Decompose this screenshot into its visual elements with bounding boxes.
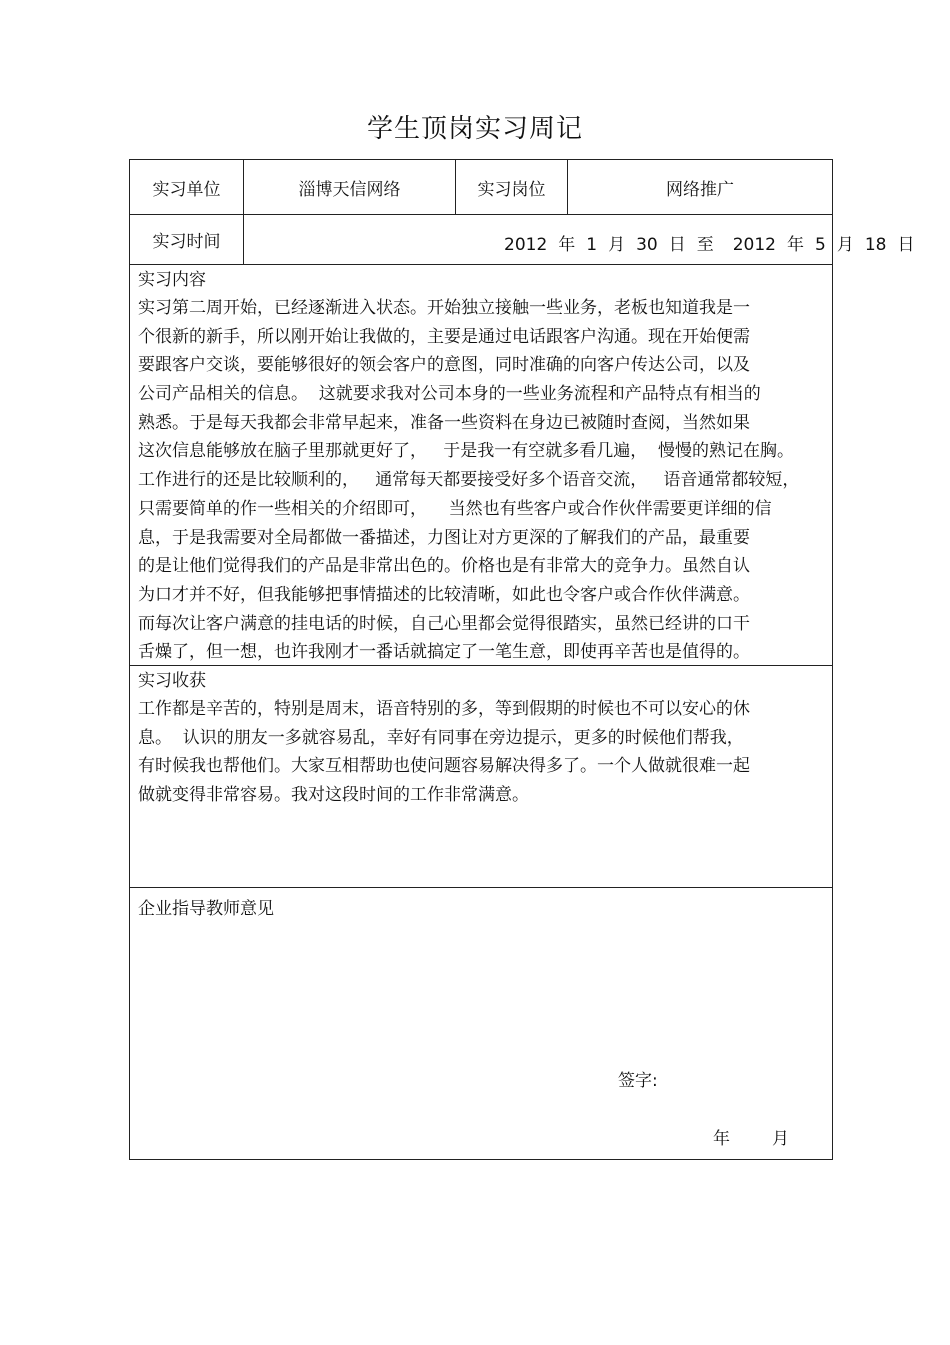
signature-month-label: 月 — [772, 1129, 789, 1149]
end-year-char: 年 — [787, 235, 804, 255]
date-range — [504, 230, 914, 255]
content-line: 息，于是我需要对全局都做一番描述，力图让对方更深的了解我们的产品，最重要 — [138, 527, 750, 548]
opinion-section-title: 企业指导教师意见 — [138, 899, 274, 919]
header-row-time — [130, 215, 915, 265]
position-label: 实习岗位 — [456, 160, 568, 214]
signature-year-label: 年 — [713, 1129, 730, 1149]
unit-label: 实习单位 — [130, 160, 244, 214]
content-line: 实习第二周开始，已经逐渐进入状态。开始独立接触一些业务，老板也知道我是一 — [138, 298, 750, 318]
content-line: 工作进行的还是比较顺利的， 通常每天都要接受好多个语音交流， 语音通常都较短， — [138, 470, 800, 491]
content-line: 要跟客户交谈，要能够很好的领会客户的意图，同时准确的向客户传达公司，以及 — [138, 355, 750, 376]
page-title: 学生顶岗实习周记 — [366, 114, 583, 144]
start-day-char: 日 — [668, 235, 686, 255]
content-line: 舌燥了，但一想，也许我刚才一番话就搞定了一笔生意，即使再辛苦也是值得的。 — [138, 642, 750, 663]
end-month-char: 月 — [836, 235, 854, 255]
gain-section-title: 实习收获 — [138, 671, 206, 691]
content-line: 的是让他们觉得我们的产品是非常出色的。价格也是有非常大的竞争力。虽然自认 — [138, 556, 750, 577]
signature-label: 签字: — [618, 1071, 658, 1091]
content-line: 个很新的新手，所以刚开始让我做的，主要是通过电话跟客户沟通。现在开始便需 — [138, 326, 750, 347]
weekly-report-form — [129, 159, 915, 1160]
end-year: 2012 — [732, 235, 776, 255]
end-month: 5 — [815, 235, 826, 255]
start-month-char: 月 — [608, 235, 626, 255]
content-line: 这次信息能够放在脑子里那就更好了， 于是我一有空就多看几遍， 慢慢的熟记在胸。 — [138, 441, 795, 462]
start-day: 30 — [636, 235, 658, 255]
content-line: 只需要简单的作一些相关的介绍即可， 当然也有些客户或合作伙伴需要更详细的信 — [138, 498, 772, 519]
end-day-char: 日 — [897, 235, 915, 255]
end-day: 18 — [864, 235, 887, 255]
start-year-char: 年 — [558, 235, 576, 255]
to-label: 至 — [696, 235, 714, 255]
header-row-unit-position — [130, 160, 832, 215]
start-month: 1 — [586, 235, 598, 255]
gain-line: 做就变得非常容易。我对这段时间的工作非常满意。 — [138, 785, 529, 806]
signature-date — [713, 1124, 789, 1149]
content-line: 而每次让客户满意的挂电话的时候，自己心里都会觉得很踏实，虽然已经讲的口干 — [138, 613, 750, 634]
position-value: 网络推广 — [666, 179, 734, 200]
internship-content-section — [130, 265, 832, 666]
content-section-body — [138, 294, 828, 667]
gain-line: 息。 认识的朋友一多就容易乱，幸好有同事在旁边提示，更多的时候他们帮我， — [138, 727, 744, 748]
time-label: 实习时间 — [130, 215, 244, 264]
content-section-title: 实习内容 — [138, 270, 206, 290]
gain-line: 工作都是辛苦的，特别是周末，语音特别的多，等到假期的时候也不可以安心的休 — [138, 699, 750, 719]
start-year: 2012 — [504, 235, 548, 255]
time-value — [244, 215, 915, 264]
supervisor-opinion-section — [130, 888, 832, 1160]
internship-gain-section — [130, 666, 832, 888]
content-line: 熟悉。于是每天我都会非常早起来，准备一些资料在身边已被随时查阅，当然如果 — [138, 412, 750, 433]
unit-value: 淄博天信网络 — [244, 160, 456, 214]
gain-section-body — [138, 695, 828, 810]
gain-line: 有时候我也帮他们。大家互相帮助也使问题容易解决得多了。一个人做就很难一起 — [138, 756, 750, 777]
content-line: 为口才并不好，但我能够把事情描述的比较清晰，如此也令客户或合作伙伴满意。 — [138, 584, 750, 605]
content-line: 公司产品相关的信息。 这就要求我对公司本身的一些业务流程和产品特点有相当的 — [138, 384, 761, 405]
